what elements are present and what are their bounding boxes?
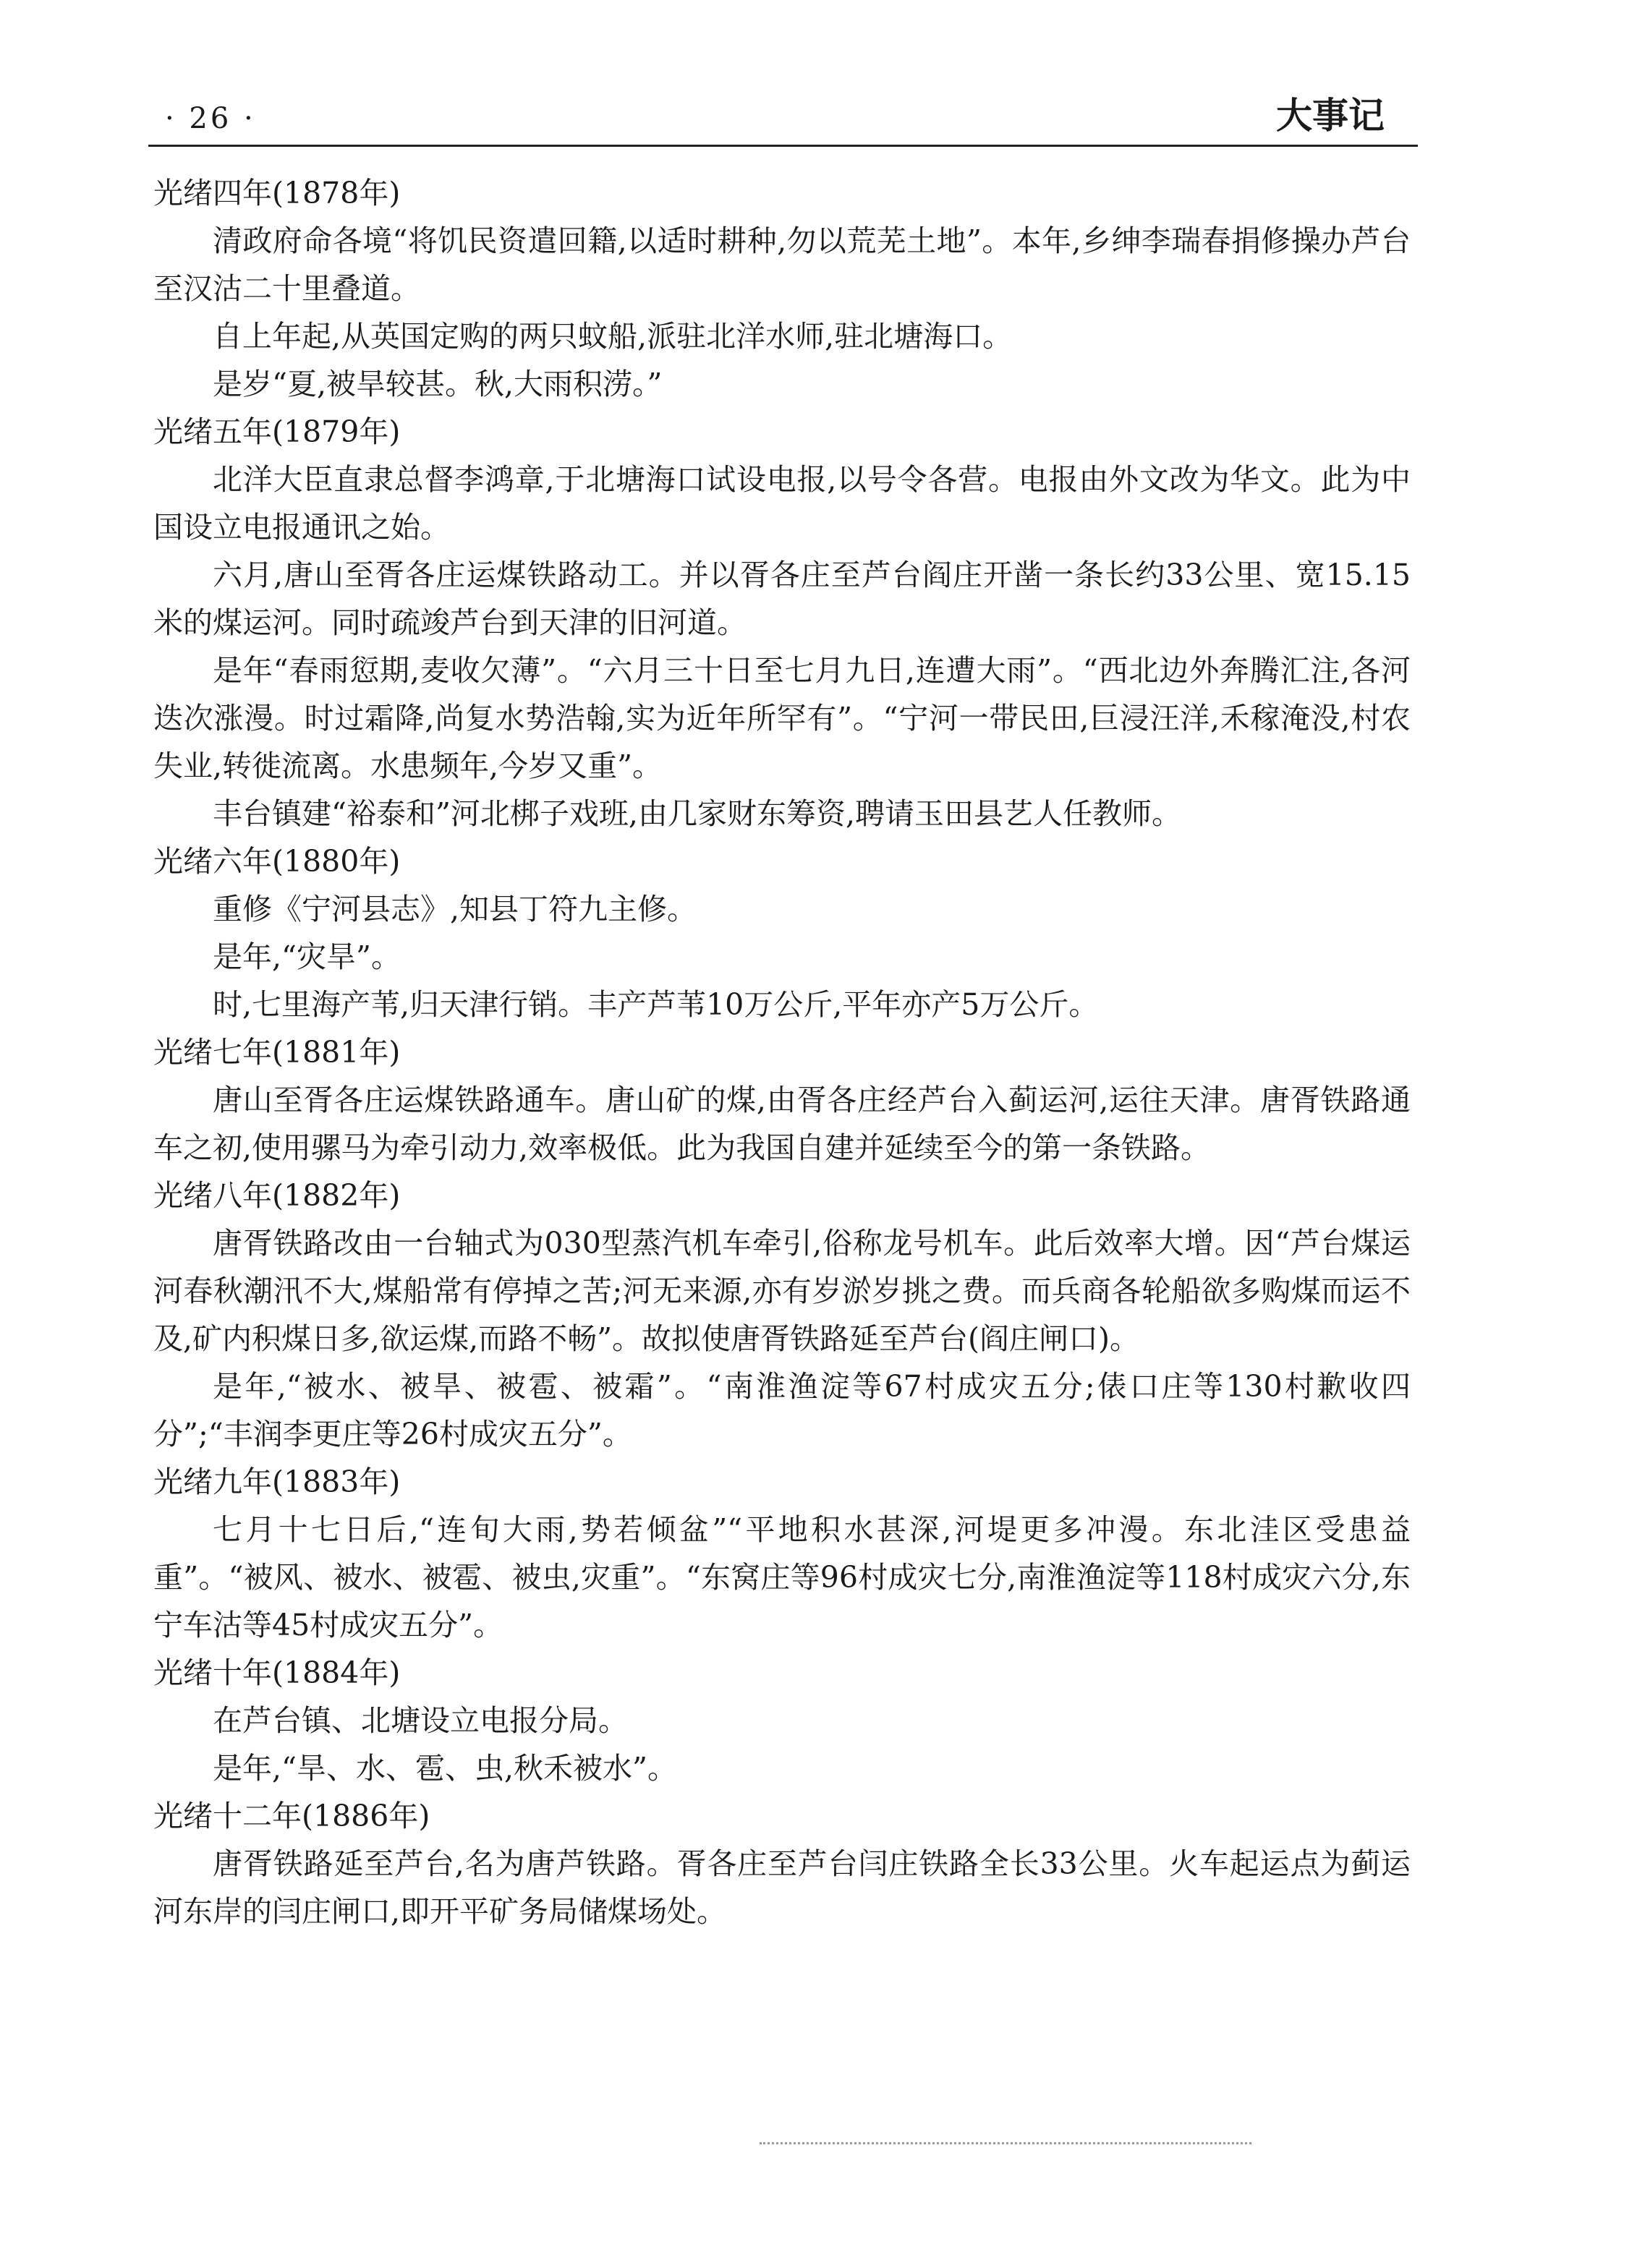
year-heading: 光绪七年(1881年) [153,1035,401,1070]
section-1879 [153,408,1411,837]
entry: 是年,“灾旱”。 [213,939,401,974]
body-text [153,169,1411,1935]
entry: 唐胥铁路延至芦台,名为唐芦铁路。胥各庄至芦台闫庄铁路全长33公里。火车起运点为蓟运河东岸的闫庄闸口,即开平矿务局储煤场处。 [153,1846,1411,1929]
section-1884 [153,1649,1411,1792]
entry: 丰台镇建“裕泰和”河北梆子戏班,由几家财东筹资,聘请玉田县艺人任教师。 [213,796,1181,831]
section-1881 [153,1028,1411,1172]
entry: 北洋大臣直隶总督李鸿章,于北塘海口试设电报,以号令各营。电报由外文改为华文。此为中国设立电报通讯之始。 [153,462,1411,545]
section-1883 [153,1458,1411,1649]
year-heading: 光绪五年(1879年) [153,414,401,449]
section-1886 [153,1792,1411,1935]
entry: 唐胥铁路改由一台轴式为030型蒸汽机车牵引,俗称龙号机车。此后效率大增。因“芦台煤运河春秋潮汛不大,煤船常有停掉之苦;河无来源,亦有岁淤岁挑之费。而兵商各轮船欲多购煤而运不及,矿内积煤日多,欲运煤,而路不畅”。故拟使唐胥铁路延至芦台(阎庄闸口)。 [153,1226,1411,1356]
year-heading: 光绪十年(1884年) [153,1655,401,1690]
entry: 六月,唐山至胥各庄运煤铁路动工。并以胥各庄至芦台阎庄开凿一条长约33公里、宽15.15米的煤运河。同时疏竣芦台到天津的旧河道。 [153,558,1411,640]
entry: 重修《宁河县志》,知县丁符九主修。 [213,892,697,926]
entry: 时,七里海产苇,归天津行销。丰产芦苇10万公斤,平年亦产5万公斤。 [213,987,1099,1022]
year-heading: 光绪十二年(1886年) [153,1799,430,1833]
page-number: · 26 · [165,102,256,135]
year-heading: 光绪六年(1880年) [153,844,401,879]
entry: 是年“春雨愆期,麦收欠薄”。“六月三十日至七月九日,连遭大雨”。“西北边外奔腾汇注,各河迭次涨漫。时过霜降,尚复水势浩翰,实为近年所罕有”。“宁河一带民田,巨浸汪洋,禾稼淹没,村农失业,转徙流离。水患频年,今岁又重”。 [153,653,1411,783]
entry: 在芦台镇、北塘设立电报分局。 [213,1703,628,1738]
entry: 是年,“旱、水、雹、虫,秋禾被水”。 [213,1751,677,1786]
header-rule [148,145,1418,147]
year-heading: 光绪九年(1883年) [153,1465,401,1499]
entry: 自上年起,从英国定购的两只蚊船,派驻北洋水师,驻北塘海口。 [213,319,1013,354]
entry: 清政府命各境“将饥民资遣回籍,以适时耕种,勿以荒芜土地”。本年,乡绅李瑞春捐修操办芦台至汉沽二十里叠道。 [153,223,1411,306]
entry: 唐山至胥各庄运煤铁路通车。唐山矿的煤,由胥各庄经芦台入蓟运河,运往天津。唐胥铁路通车之初,使用骡马为牵引动力,效率极低。此为我国自建并延续至今的第一条铁路。 [153,1083,1411,1165]
entry: 七月十七日后,“连旬大雨,势若倾盆”“平地积水甚深,河堤更多冲漫。东北洼区受患益重”。“被风、被水、被雹、被虫,灾重”。“东窝庄等96村成灾七分,南淮渔淀等118村成灾六分,东宁车沽等45村成灾五分”。 [153,1512,1411,1642]
entry: 是岁“夏,被旱较甚。秋,大雨积涝。” [213,367,663,401]
year-heading: 光绪四年(1878年) [153,176,401,210]
entry: 是年,“被水、被旱、被雹、被霜”。“南淮渔淀等67村成灾五分;俵口庄等130村歉收四分”;“丰润李更庄等26村成灾五分”。 [153,1369,1411,1451]
section-1882 [153,1172,1411,1458]
running-head: 大事记 [1276,95,1385,137]
scan-artifact [760,2142,1251,2144]
section-1878 [153,169,1411,408]
section-1880 [153,837,1411,1028]
year-heading: 光绪八年(1882年) [153,1178,401,1213]
